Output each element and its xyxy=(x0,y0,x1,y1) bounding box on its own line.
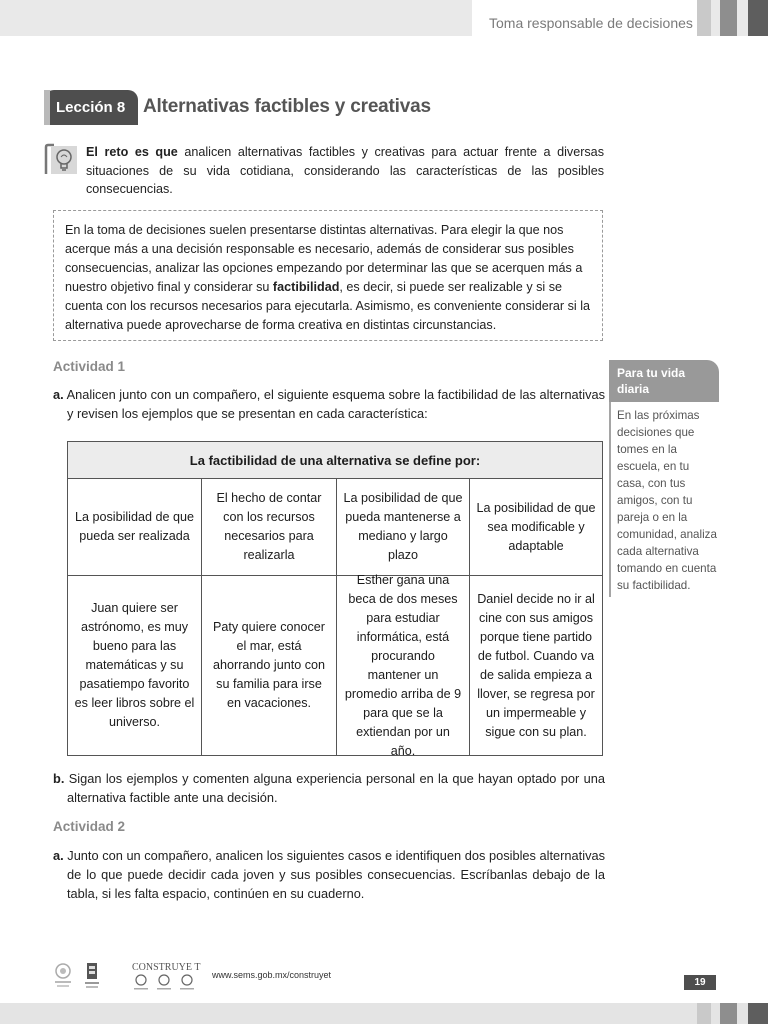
item-letter: b. xyxy=(53,771,65,786)
header-bar-dark xyxy=(720,0,737,36)
header-bar-light xyxy=(697,0,711,36)
item-text: Sigan los ejemplos y comenten alguna experiencia personal en la que hayan optado por una alternativa factible ante una decisión. xyxy=(67,771,605,805)
feasibility-table xyxy=(67,441,603,756)
item-text: Analicen junto con un compañero, el siguiente esquema sobre la factibilidad de las alternativas y revisen los ejemplos que se presentan en cada característica: xyxy=(66,387,605,421)
bottom-bar-darker xyxy=(748,1003,768,1024)
lesson-tab-accent xyxy=(44,90,50,125)
activity-1-title: Actividad 1 xyxy=(53,359,126,374)
sidebar-heading: Para tu vida diaria xyxy=(617,366,686,396)
bottom-bar-dark xyxy=(720,1003,737,1024)
sep-seal-icon xyxy=(55,964,71,987)
footer-brand: CONSTRUYE T xyxy=(132,962,201,973)
info-text-after: , es decir, si puede ser realizable y si se cuenta con los recursos necesarios para ejecutarla. Asimismo, es conveniente considerar si la alternativa puede aprovecharse de forma creativa en distintas circunstancias. xyxy=(65,280,591,332)
bottom-band xyxy=(0,1003,768,1024)
info-text-before: En la toma de decisiones suelen presentarse distintas alternativas. Para elegir la que nos acerque más a una decisión responsable es necesario, además de considerar sus posibles consecuencias, analizar las opciones empezando por determinar las que se acerquen más a nuestro objetivo final y considerar su xyxy=(65,223,583,294)
challenge-text xyxy=(86,143,604,199)
table-example-cell: Esther gana una beca de dos meses para estudiar informática, está procurando mantener un promedio arriba de 9 para que se la extiendan por un año. xyxy=(344,572,462,758)
sems-logo-icon xyxy=(85,963,99,988)
sidebar-text: En las próximas decisiones que tomes en la escuela, en tu casa, con tus amigos, con tu pareja o en la comunidad, analiza cada alternativa tomando en cuenta su factibilidad. xyxy=(617,409,717,592)
lightbulb-icon xyxy=(44,143,80,176)
item-letter: a. xyxy=(53,848,64,863)
challenge-body: analicen alternativas factibles y creativas para actuar frente a diversas situaciones de su vida cotidiana, considerando las características de las posibles consecuencias. xyxy=(86,145,604,196)
activity-1-item-b xyxy=(53,769,605,807)
table-heading: La factibilidad de una alternativa se define por: xyxy=(68,442,602,479)
activity-1-item-a xyxy=(53,385,605,423)
table-column-header: La posibilidad de que pueda ser realizada xyxy=(74,510,195,543)
page-number: 19 xyxy=(684,975,716,990)
lesson-title: Alternativas factibles y creativas xyxy=(143,96,431,117)
header-bar-darker xyxy=(748,0,768,36)
table-example-cell: Paty quiere conocer el mar, está ahorrando junto con su familia para irse en vacaciones. xyxy=(212,620,326,710)
table-example-cell: Juan quiere ser astrónomo, es muy bueno para las matemáticas y su pasatiempo favorito es leer libros sobre el universo. xyxy=(74,601,195,729)
footer-url[interactable]: www.sems.gob.mx/construyet xyxy=(212,970,332,980)
table-column-header: La posibilidad de que pueda mantenerse a mediano y largo plazo xyxy=(343,491,463,562)
sidebar-rule xyxy=(609,402,611,597)
info-text-bold: factibilidad xyxy=(272,280,340,294)
item-text: Junto con un compañero, analicen los siguientes casos e identifiquen dos posibles alternativas de lo que puede decidir cada joven y sus posibles consecuencias. Escríbanlas debajo de la tabla, si les falta espacio, continúen en su cuaderno. xyxy=(67,848,605,901)
table-column-header: La posibilidad de que sea modificable y adaptable xyxy=(476,500,596,553)
item-letter: a. xyxy=(53,387,64,402)
activity-2-item-a xyxy=(53,846,605,903)
table-column-header: El hecho de contar con los recursos necesarios para realizarla xyxy=(216,491,322,562)
challenge-lead: El reto es que xyxy=(86,145,178,159)
lesson-label: Lección 8 xyxy=(56,99,126,116)
activity-2-title: Actividad 2 xyxy=(53,819,126,834)
header-title: Toma responsable de decisiones xyxy=(489,15,693,31)
bottom-bar-light xyxy=(697,1003,711,1024)
construye-t-logo xyxy=(132,962,200,990)
footer-logos xyxy=(52,960,202,992)
table-example-cell: Daniel decide no ir al cine con sus amigos porque tiene partido de futbol. Cuando va de salida empieza a llover, se regresa por un impermeable y sigue con su plan. xyxy=(477,591,595,739)
info-box xyxy=(53,210,603,341)
